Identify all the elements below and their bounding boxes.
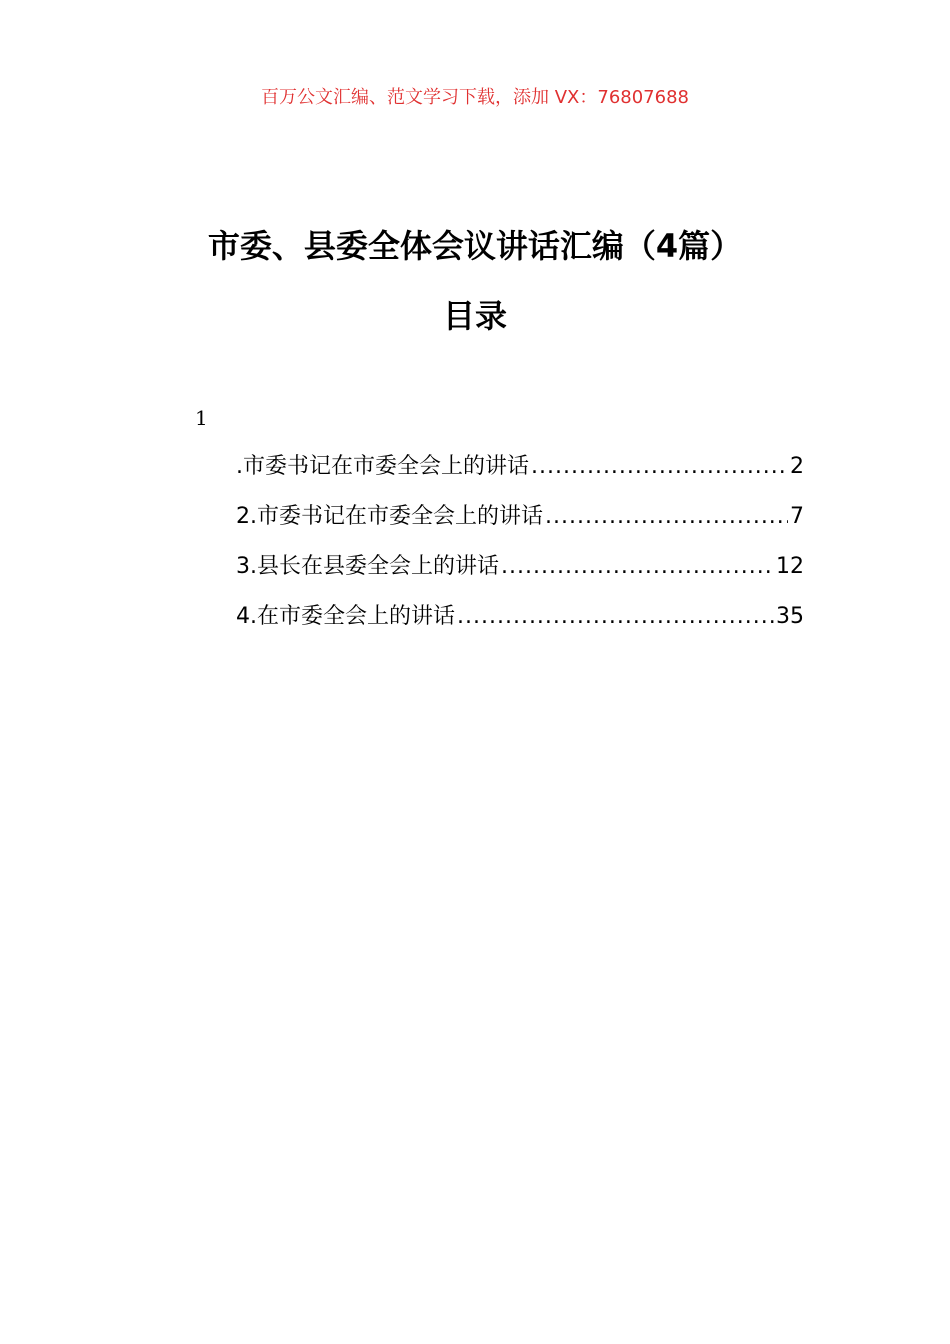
toc-dot-leader	[531, 450, 788, 484]
stray-number: 1	[195, 406, 208, 430]
toc-entry-page: 35	[776, 604, 804, 629]
toc-entry-4[interactable]	[236, 600, 804, 650]
toc-entry-page: 2	[790, 454, 804, 479]
toc-entry-label: 4.在市委全会上的讲话	[236, 604, 455, 629]
watermark-banner: 百万公文汇编、范文学习下载，添加 VX：76807688	[261, 87, 689, 108]
toc-entry-label: .市委书记在市委全会上的讲话	[236, 454, 529, 479]
toc-entry-page: 7	[790, 504, 804, 529]
toc-entry-label: 3.县长在县委全会上的讲话	[236, 554, 499, 579]
toc-dot-leader	[457, 600, 774, 634]
toc-entry-label: 2.市委书记在市委全会上的讲话	[236, 504, 543, 529]
table-of-contents	[236, 450, 804, 650]
toc-dot-leader	[545, 500, 788, 534]
toc-entry-1[interactable]	[236, 450, 804, 500]
toc-entry-page: 12	[776, 554, 804, 579]
toc-entry-3[interactable]	[236, 550, 804, 600]
document-title: 市委、县委全体会议讲话汇编（4篇）	[207, 227, 743, 265]
toc-entry-2[interactable]	[236, 500, 804, 550]
toc-dot-leader	[501, 550, 774, 584]
toc-heading: 目录	[442, 297, 507, 335]
